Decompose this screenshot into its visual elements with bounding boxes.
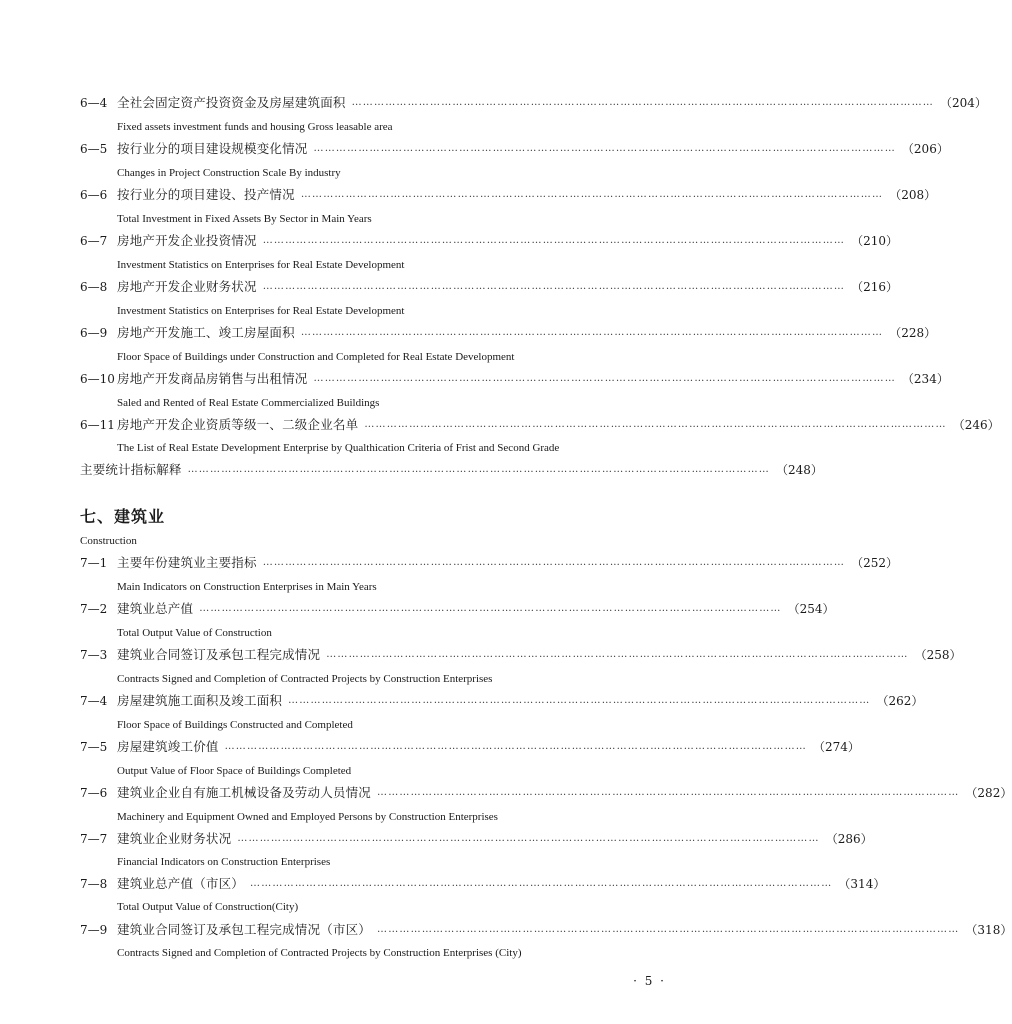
- leader-dots: …………………………………………………………………………………………………………………………………………: [237, 833, 820, 844]
- toc-entry-6-10[interactable]: [80, 369, 949, 389]
- entry-title-en: Total Output Value of Construction(City): [117, 901, 299, 913]
- entry-number: 6—10: [80, 372, 115, 386]
- leader-dots: …………………………………………………………………………………………………………………………………………: [224, 741, 808, 752]
- toc-entry-indicators[interactable]: [80, 460, 823, 480]
- entry-page: （204）: [940, 96, 987, 110]
- page-number: · 5 ·: [633, 974, 666, 988]
- entry-title-en: Financial Indicators on Construction Enterprises: [117, 856, 331, 868]
- leader-dots: …………………………………………………………………………………………………………………………………………: [326, 649, 909, 660]
- entry-page: （206）: [901, 142, 949, 156]
- leader-dots: …………………………………………………………………………………………………………………………………………: [262, 557, 846, 568]
- entry-page: （208）: [889, 188, 937, 202]
- leader-dots: …………………………………………………………………………………………………………………………………………: [351, 97, 935, 108]
- entry-page: （282）: [965, 786, 1012, 800]
- leader-dots: …………………………………………………………………………………………………………………………………………: [377, 924, 960, 935]
- entry-title-cn: 建筑业企业自有施工机械设备及劳动人员情况: [117, 785, 372, 800]
- entry-title-cn: 全社会固定资产投资资金及房屋建筑面积: [117, 95, 346, 110]
- entry-title-cn: 主要统计指标解释: [80, 462, 182, 477]
- entry-number: 7—8: [80, 877, 108, 891]
- toc-entry-6-8[interactable]: [80, 277, 899, 297]
- entry-title-en: Investment Statistics on Enterprises for Real Estate Development: [117, 305, 405, 317]
- toc-entry-6-11[interactable]: [80, 415, 1000, 435]
- entry-title-cn: 建筑业合同签订及承包工程完成情况: [117, 647, 321, 662]
- entry-title-cn: 按行业分的项目建设、投产情况: [117, 187, 295, 202]
- leader-dots: …………………………………………………………………………………………………………………………………………: [313, 143, 896, 154]
- entry-number: 6—11: [80, 418, 115, 432]
- entry-page: （228）: [889, 326, 937, 340]
- entry-page: （248）: [776, 463, 823, 477]
- toc-entry-6-4[interactable]: [80, 93, 987, 113]
- toc-entry-7-1[interactable]: [80, 553, 899, 573]
- entry-title-en: Floor Space of Buildings under Construction and Completed for Real Estate Development: [117, 351, 515, 363]
- entry-number: 6—6: [80, 188, 108, 202]
- toc-entry-7-4[interactable]: [80, 691, 924, 711]
- entry-title-cn: 建筑业总产值（市区）: [117, 876, 245, 891]
- entry-page: （210）: [851, 234, 899, 248]
- entry-title-en: Investment Statistics on Enterprises for Real Estate Development: [117, 259, 405, 271]
- entry-number: 7—4: [80, 694, 108, 708]
- entry-page: （258）: [914, 648, 962, 662]
- entry-title-en: Contracts Signed and Completion of Contracted Projects by Construction Enterprises: [117, 673, 493, 685]
- entry-title-en: Changes in Project Construction Scale By industry: [117, 167, 341, 179]
- entry-title-cn: 房地产开发企业资质等级一、二级企业名单: [117, 417, 359, 432]
- entry-number: 7—7: [80, 832, 108, 846]
- entry-page: （314）: [838, 877, 886, 891]
- toc-entry-6-6[interactable]: [80, 185, 937, 205]
- entry-page: （234）: [901, 372, 949, 386]
- entry-title-en: Total Output Value of Construction: [117, 627, 272, 639]
- leader-dots: …………………………………………………………………………………………………………………………………………: [313, 373, 896, 384]
- toc-entry-7-6[interactable]: [80, 783, 1012, 803]
- entry-title-cn: 按行业分的项目建设规模变化情况: [117, 141, 308, 156]
- entry-page: （286）: [825, 832, 873, 846]
- entry-title-cn: 建筑业总产值: [117, 601, 194, 616]
- entry-number: 7—9: [80, 923, 108, 937]
- entry-page: （254）: [787, 602, 835, 616]
- entry-page: （246）: [952, 418, 1000, 432]
- leader-dots: …………………………………………………………………………………………………………………………………………: [300, 189, 884, 200]
- toc-entry-6-5[interactable]: [80, 139, 949, 159]
- toc-entry-7-8[interactable]: [80, 874, 886, 894]
- entry-title-cn: 房地产开发商品房销售与出租情况: [117, 371, 308, 386]
- entry-page: （216）: [851, 280, 899, 294]
- toc-entry-7-5[interactable]: [80, 737, 860, 757]
- leader-dots: …………………………………………………………………………………………………………………………………………: [262, 235, 846, 246]
- entry-title-cn: 建筑业合同签订及承包工程完成情况（市区）: [117, 922, 372, 937]
- leader-dots: …………………………………………………………………………………………………………………………………………: [199, 603, 782, 614]
- toc-entry-7-3[interactable]: [80, 645, 962, 665]
- section-subtitle: Construction: [80, 535, 137, 547]
- entry-title-cn: 房地产开发企业财务状况: [117, 279, 257, 294]
- entry-title-en: The List of Real Estate Development Enterprise by Qualthication Criteria of Frist and Second Grade: [117, 442, 560, 454]
- toc-entry-6-7[interactable]: [80, 231, 899, 251]
- entry-page: （318）: [965, 923, 1012, 937]
- leader-dots: …………………………………………………………………………………………………………………………………………: [364, 419, 947, 430]
- entry-title-en: Floor Space of Buildings Constructed and Completed: [117, 719, 353, 731]
- entry-title-cn: 建筑业企业财务状况: [117, 831, 232, 846]
- entry-title-cn: 房地产开发施工、竣工房屋面积: [117, 325, 295, 340]
- entry-title-cn: 主要年份建筑业主要指标: [117, 555, 257, 570]
- entry-page: （252）: [851, 556, 899, 570]
- entry-number: 7—5: [80, 740, 108, 754]
- leader-dots: …………………………………………………………………………………………………………………………………………: [250, 878, 833, 889]
- entry-number: 7—3: [80, 648, 108, 662]
- leader-dots: …………………………………………………………………………………………………………………………………………: [377, 787, 960, 798]
- entry-number: 6—5: [80, 142, 108, 156]
- entry-title-en: Main Indicators on Construction Enterprises in Main Years: [117, 581, 377, 593]
- toc-entry-7-7[interactable]: [80, 829, 873, 849]
- entry-page: （274）: [813, 740, 860, 754]
- toc-entry-6-9[interactable]: [80, 323, 937, 343]
- entry-number: 7—6: [80, 786, 108, 800]
- leader-dots: …………………………………………………………………………………………………………………………………………: [262, 281, 846, 292]
- entry-title-cn: 房地产开发企业投资情况: [117, 233, 257, 248]
- entry-number: 6—4: [80, 96, 108, 110]
- entry-title-en: Fixed assets investment funds and housing Gross leasable area: [117, 121, 393, 133]
- entry-title-en: Total Investment in Fixed Assets By Sector in Main Years: [117, 213, 372, 225]
- entry-title-en: Saled and Rented of Real Estate Commercialized Buildings: [117, 397, 380, 409]
- section-heading: 七、建筑业: [80, 507, 166, 526]
- entry-title-en: Machinery and Equipment Owned and Employed Persons by Construction Enterprises: [117, 811, 498, 823]
- entry-number: 6—8: [80, 280, 108, 294]
- entry-title-cn: 房屋建筑竣工价值: [117, 739, 219, 754]
- leader-dots: …………………………………………………………………………………………………………………………………………: [288, 695, 871, 706]
- leader-dots: …………………………………………………………………………………………………………………………………………: [300, 327, 884, 338]
- toc-entry-7-2[interactable]: [80, 599, 835, 619]
- entry-title-cn: 房屋建筑施工面积及竣工面积: [117, 693, 283, 708]
- entry-number: 7—2: [80, 602, 108, 616]
- entry-number: 6—7: [80, 234, 108, 248]
- leader-dots: …………………………………………………………………………………………………………………………………………: [187, 464, 771, 475]
- entry-number: 6—9: [80, 326, 108, 340]
- entry-number: 7—1: [80, 556, 108, 570]
- entry-page: （262）: [876, 694, 924, 708]
- toc-entry-7-9[interactable]: [80, 920, 1012, 940]
- entry-title-en: Contracts Signed and Completion of Contracted Projects by Construction Enterprises (City): [117, 947, 522, 959]
- entry-title-en: Output Value of Floor Space of Buildings Completed: [117, 765, 352, 777]
